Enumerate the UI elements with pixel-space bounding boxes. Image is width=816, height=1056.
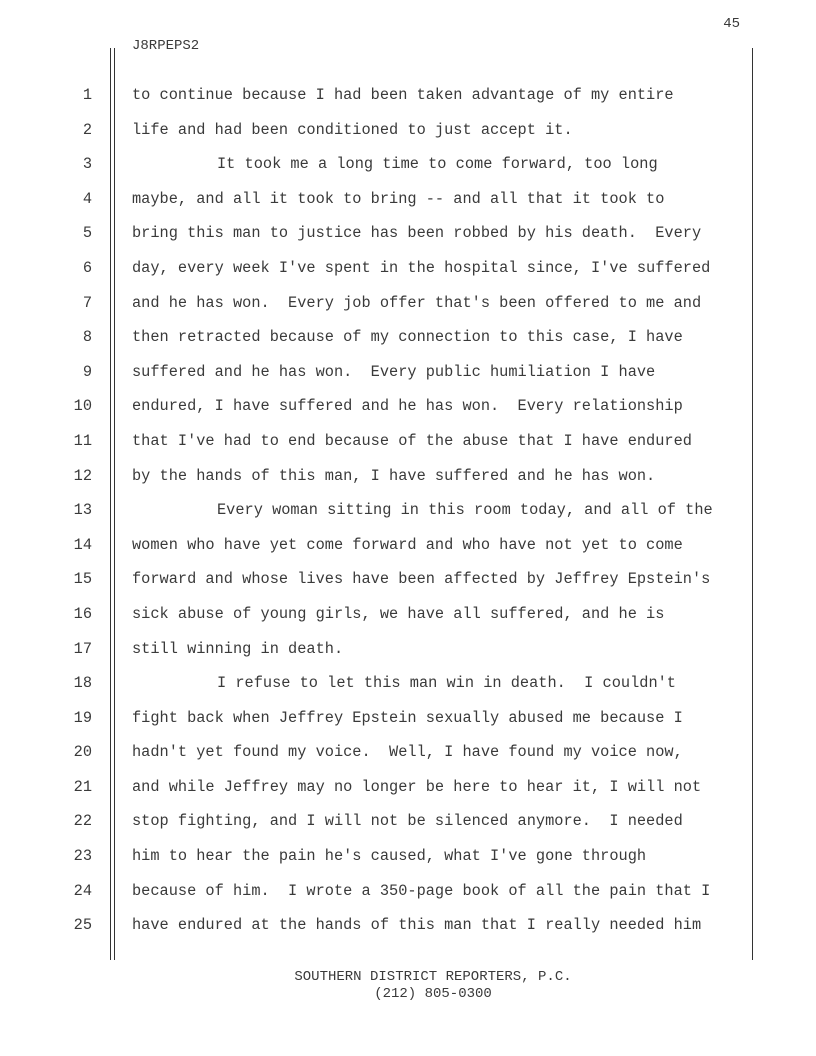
- line-text: sick abuse of young girls, we have all suffered, and he is: [132, 604, 665, 623]
- line-text: bring this man to justice has been robbed by his death. Every: [132, 224, 702, 243]
- transcript-line: [0, 701, 816, 736]
- line-text: then retracted because of my connection to this case, I have: [132, 328, 683, 347]
- line-text: endured, I have suffered and he has won. Every relationship: [132, 397, 683, 416]
- line-text: him to hear the pain he's caused, what I've gone through: [132, 847, 647, 866]
- transcript-line: [0, 562, 816, 597]
- line-number: 24: [73, 881, 92, 900]
- line-text: and while Jeffrey may no longer be here to hear it, I will not: [132, 777, 702, 796]
- transcript-line: [0, 632, 816, 667]
- line-text: life and had been conditioned to just accept it.: [132, 120, 573, 139]
- page-number: 45: [723, 16, 740, 32]
- line-number: 19: [73, 708, 92, 727]
- line-number: 21: [73, 777, 92, 796]
- footer-company: SOUTHERN DISTRICT REPORTERS, P.C.: [294, 969, 572, 985]
- transcript-line: [0, 147, 816, 182]
- transcript-lines: [0, 78, 816, 943]
- transcript-line: [0, 389, 816, 424]
- line-text: stop fighting, and I will not be silenced anymore. I needed: [132, 812, 683, 831]
- line-text: still winning in death.: [132, 639, 344, 658]
- line-number: 14: [73, 535, 92, 554]
- line-number: 20: [73, 743, 92, 762]
- transcript-line: [0, 597, 816, 632]
- line-text: by the hands of this man, I have suffered and he has won.: [132, 466, 656, 485]
- line-number: 2: [82, 120, 92, 139]
- line-number: 18: [73, 674, 92, 693]
- line-number: 6: [82, 258, 92, 277]
- transcript-line: [0, 804, 816, 839]
- transcript-line: [0, 528, 816, 563]
- line-number: 7: [82, 293, 92, 312]
- transcript-line: [0, 770, 816, 805]
- transcript-line: [0, 216, 816, 251]
- case-id: J8RPEPS2: [132, 38, 200, 54]
- line-number: 13: [73, 501, 92, 520]
- line-text: I refuse to let this man win in death. I couldn't: [217, 674, 676, 693]
- line-text: It took me a long time to come forward, too long: [217, 155, 658, 174]
- transcript-line: [0, 182, 816, 217]
- transcript-line: [0, 459, 816, 494]
- line-number: 23: [73, 847, 92, 866]
- transcript-line: [0, 355, 816, 390]
- transcript-line: [0, 320, 816, 355]
- line-number: 25: [73, 916, 92, 935]
- line-number: 10: [73, 397, 92, 416]
- line-text: because of him. I wrote a 350-page book of all the pain that I: [132, 881, 711, 900]
- line-number: 22: [73, 812, 92, 831]
- line-number: 16: [73, 604, 92, 623]
- transcript-line: [0, 735, 816, 770]
- line-number: 3: [82, 155, 92, 174]
- line-text: forward and whose lives have been affected by Jeffrey Epstein's: [132, 570, 711, 589]
- line-text: Every woman sitting in this room today, and all of the: [217, 501, 713, 520]
- transcript-line: [0, 78, 816, 113]
- transcript-line: [0, 424, 816, 459]
- line-text: have endured at the hands of this man that I really needed him: [132, 916, 702, 935]
- line-number: 5: [82, 224, 92, 243]
- transcript-line: [0, 666, 816, 701]
- transcript-line: [0, 493, 816, 528]
- line-number: 12: [73, 466, 92, 485]
- line-number: 17: [73, 639, 92, 658]
- line-text: suffered and he has won. Every public humiliation I have: [132, 362, 656, 381]
- transcript-line: [0, 839, 816, 874]
- line-text: day, every week I've spent in the hospital since, I've suffered: [132, 258, 711, 277]
- line-number: 4: [82, 189, 92, 208]
- line-text: that I've had to end because of the abuse that I have endured: [132, 431, 692, 450]
- line-text: to continue because I had been taken advantage of my entire: [132, 86, 674, 104]
- line-number: 8: [82, 328, 92, 347]
- transcript-line: [0, 286, 816, 321]
- footer: [0, 969, 816, 1003]
- line-number: 9: [82, 362, 92, 381]
- transcript-line: [0, 874, 816, 909]
- line-text: maybe, and all it took to bring -- and all that it took to: [132, 189, 665, 208]
- line-text: and he has won. Every job offer that's been offered to me and: [132, 293, 702, 312]
- transcript-line: [0, 113, 816, 148]
- transcript-line: [0, 908, 816, 943]
- line-text: hadn't yet found my voice. Well, I have found my voice now,: [132, 743, 683, 762]
- footer-phone: (212) 805-0300: [374, 986, 492, 1002]
- line-number: 15: [73, 570, 92, 589]
- line-text: women who have yet come forward and who have not yet to come: [132, 535, 683, 554]
- transcript-line: [0, 251, 816, 286]
- line-number: 11: [73, 431, 92, 450]
- line-text: fight back when Jeffrey Epstein sexually abused me because I: [132, 708, 683, 727]
- line-number: 1: [82, 86, 92, 104]
